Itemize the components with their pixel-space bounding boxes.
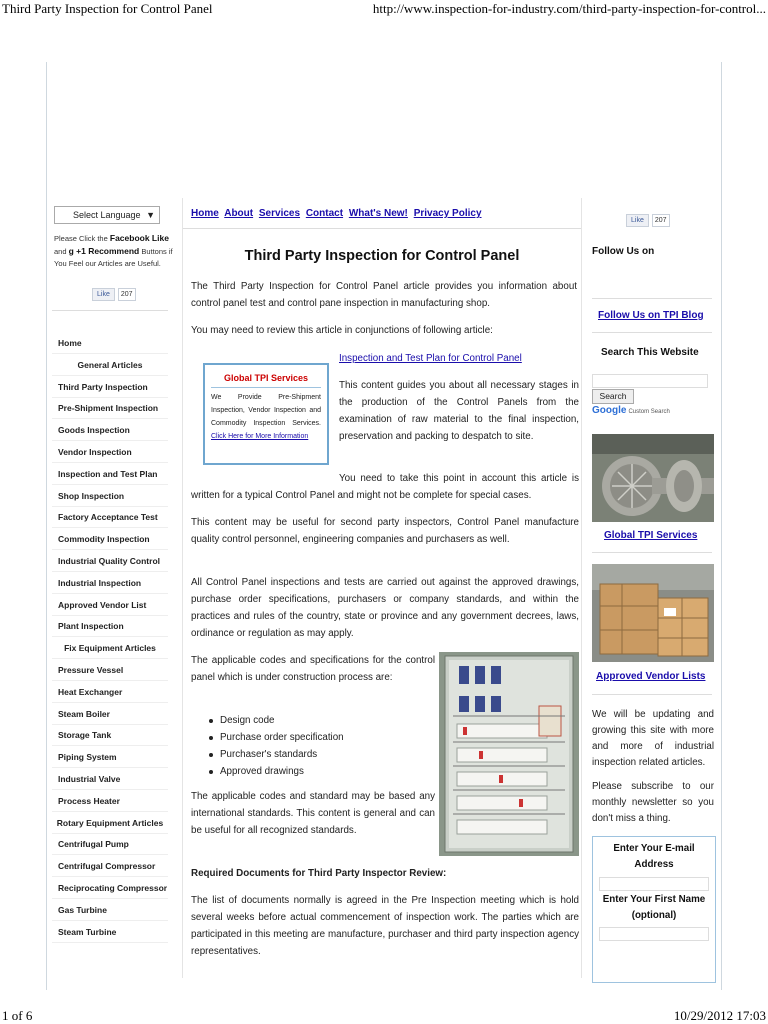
facebook-note	[54, 232, 174, 270]
divider	[52, 854, 168, 855]
search-input[interactable]	[592, 374, 708, 388]
sidebar-item-steam-boiler[interactable]: Steam Boiler	[58, 708, 110, 719]
standards-paragraph: The applicable codes and standard may be based any international standards. This content is general and can be useful for all recognized standards.	[191, 791, 435, 836]
divider	[592, 298, 712, 299]
print-footer-date: 10/29/2012 17:03	[673, 1008, 766, 1023]
nav-link-about[interactable]: About	[224, 208, 254, 219]
turbine-image	[592, 434, 714, 522]
divider	[52, 789, 168, 790]
nav-link-contact[interactable]: Contact	[305, 208, 344, 219]
sidebar-item-vendor-inspection[interactable]: Vendor Inspection	[58, 447, 132, 457]
fb-note-post: Buttons if You Feel our Articles are Useful.	[54, 247, 173, 268]
tests-paragraph: All Control Panel inspections and tests are carried out against the approved drawings, purchase order specifications, purchasers or company standards, and within the practices and rules of the country, state or province and any government decrees, laws, ordinance or regulation as may apply.	[191, 577, 579, 639]
divider	[592, 552, 712, 553]
divider	[52, 375, 168, 376]
divider	[52, 418, 168, 419]
left-sidebar	[52, 200, 173, 970]
point-paragraph: You need to take this point in account this article is written for a typical Control Panel and might not be complete for special cases.	[191, 473, 579, 501]
sidebar-item-heat-exchanger[interactable]: Heat Exchanger	[58, 686, 123, 697]
first-name-label: Enter Your First Name (optional)	[602, 894, 706, 921]
divider	[52, 811, 168, 812]
print-footer-page: 1 of 6	[2, 1008, 33, 1023]
page-title: Third Party Inspection for Control Panel	[244, 248, 520, 264]
sidebar-item-piping-system[interactable]: Piping System	[58, 752, 117, 763]
divider	[52, 745, 168, 746]
print-header	[0, 0, 768, 20]
divider	[52, 593, 168, 594]
sidebar-heading-rotary-equipment-articles: Rotary Equipment Articles	[56, 817, 164, 828]
fb-note-facebook: Facebook Like	[109, 233, 169, 243]
list-item	[209, 763, 344, 780]
sidebar-item-shop-inspection[interactable]: Shop Inspection	[58, 490, 125, 501]
newsletter-signup	[592, 836, 716, 983]
divider	[211, 387, 321, 388]
fb-note-plus: g +1 Recommend	[68, 246, 140, 256]
first-name-field[interactable]	[599, 927, 709, 941]
sidebar-item-third-party-inspection[interactable]: Third Party Inspection	[58, 381, 148, 392]
like-count: 207	[652, 214, 670, 227]
divider	[52, 397, 168, 398]
follow-blog-link[interactable]: Follow Us on TPI Blog	[598, 310, 704, 321]
facebook-like-button[interactable]: Like	[92, 288, 115, 301]
email-label: Enter Your E-mail Address	[613, 843, 695, 870]
itp-article-link[interactable]: Inspection and Test Plan for Control Panel	[339, 353, 522, 364]
language-select[interactable]	[54, 206, 160, 224]
print-header-url: http://www.inspection-for-industry.com/third-party-inspection-for-control...	[372, 1, 766, 16]
main-content	[182, 198, 582, 978]
approved-vendor-link[interactable]: Approved Vendor Lists	[596, 671, 706, 682]
sidebar-item-home[interactable]: Home	[58, 338, 82, 348]
print-header-title: Third Party Inspection for Control Panel	[2, 1, 213, 16]
divider	[52, 898, 168, 899]
useful-paragraph: This content may be useful for second party inspectors, Control Panel manufacture quality control personnel, engineering companies and purchasers as well.	[191, 517, 579, 545]
nav-link-whats-new[interactable]: What's New!	[348, 208, 408, 219]
divider	[592, 332, 712, 333]
nav-link-privacy[interactable]: Privacy Policy	[413, 208, 482, 219]
list-item	[209, 712, 344, 729]
divider	[52, 680, 168, 681]
print-footer	[0, 1006, 768, 1024]
sidebar-item-pre-shipment-inspection[interactable]: Pre-Shipment Inspection	[58, 403, 159, 414]
divider	[52, 876, 168, 877]
docs-paragraph: The list of documents normally is agreed in the Pre Inspection meeting which is hold several weeks before actual commencement of inspection work. The parties which are participated in this meeting are manufacture, purchaser and third party inspection agency representatives.	[191, 895, 579, 957]
sidebar-item-plant-inspection[interactable]: Plant Inspection	[58, 621, 124, 632]
crates-image	[592, 564, 714, 662]
top-nav	[191, 208, 485, 219]
like-count: 207	[118, 288, 136, 301]
codes-list	[209, 712, 344, 780]
tpi-box-description: We Provide Pre-Shipment Inspection, Vendor Inspection and Commodity Inspection Services.	[211, 394, 321, 427]
sidebar-item-process-heater[interactable]: Process Heater	[58, 795, 120, 806]
follow-heading: Follow Us on	[592, 246, 655, 257]
codes-paragraph: The applicable codes and specifications for the control panel which is under construction process are:	[191, 655, 435, 683]
sidebar-item-centrifugal-compressor[interactable]: Centrifugal Compressor	[58, 861, 156, 872]
sidebar-item-goods-inspection[interactable]: Goods Inspection	[58, 425, 130, 436]
sidebar-item-centrifugal-pump[interactable]: Centrifugal Pump	[58, 839, 129, 850]
language-select-label: Select Language	[73, 210, 141, 220]
tpi-services-box	[203, 363, 329, 465]
divider	[52, 702, 168, 703]
list-item-label: Purchase order specification	[220, 732, 344, 743]
facebook-like-button[interactable]: Like	[626, 214, 649, 227]
sidebar-item-industrial-valve[interactable]: Industrial Valve	[58, 774, 121, 784]
nav-link-home[interactable]: Home	[191, 208, 219, 219]
fb-note-pre: Please Click the	[54, 234, 108, 243]
divider	[52, 353, 168, 354]
divider	[52, 636, 168, 637]
divider	[592, 694, 712, 695]
right-like-widget	[626, 214, 670, 227]
control-panel-image	[439, 652, 579, 856]
divider	[52, 549, 168, 550]
google-text: Google	[592, 405, 627, 416]
list-item	[209, 729, 344, 746]
divider	[52, 484, 168, 485]
email-field[interactable]	[599, 877, 709, 891]
left-like-widget	[92, 288, 136, 301]
right-sidebar	[588, 200, 716, 990]
sidebar-item-storage-tank[interactable]: Storage Tank	[58, 730, 112, 741]
search-heading: Search This Website	[601, 347, 699, 358]
divider	[52, 527, 168, 528]
list-item	[209, 746, 344, 763]
divider	[52, 571, 168, 572]
divider	[52, 506, 168, 507]
sidebar-item-steam-turbine[interactable]: Steam Turbine	[58, 926, 117, 937]
sidebar-item-approved-vendor-list[interactable]: Approved Vendor List	[58, 599, 147, 610]
divider	[183, 228, 581, 229]
list-item-label: Approved drawings	[220, 766, 304, 777]
fb-note-and: and	[54, 247, 67, 256]
divider	[52, 615, 168, 616]
update-paragraph: We will be updating and growing this site with more and more of industrial inspection related articles.	[592, 709, 714, 768]
custom-search-label: Custom Search	[628, 409, 670, 415]
tpi-more-info-link[interactable]: Click Here for More Information	[211, 433, 309, 440]
intro-paragraph: The Third Party Inspection for Control Panel article provides you information about control panel test and control pane inspection in manufacturing shop.	[191, 281, 577, 309]
guide-paragraph: This content guides you about all necessary stages in the production of the Control Panels from the examination of raw material to the final inspection, preservation and packing to despatch to site.	[339, 380, 579, 442]
sidebar-heading-fix-equipment-articles: Fix Equipment Articles	[64, 643, 156, 654]
required-docs-heading: Required Documents for Third Party Inspector Review:	[191, 868, 447, 879]
sidebar-item-gas-turbine[interactable]: Gas Turbine	[58, 904, 107, 915]
sidebar-item-industrial-inspection[interactable]: Industrial Inspection	[58, 577, 142, 588]
divider	[52, 920, 168, 921]
sidebar-item-factory-acceptance-test[interactable]: Factory Acceptance Test	[58, 512, 158, 523]
sidebar-item-commodity-inspection[interactable]: Commodity Inspection	[58, 534, 150, 545]
nav-link-services[interactable]: Services	[258, 208, 301, 219]
tpi-box-text	[211, 391, 321, 443]
divider	[52, 440, 168, 441]
subscribe-paragraph: Please subscribe to our monthly newsletter so you don't miss a thing.	[592, 781, 714, 824]
list-item-label: Purchaser's standards	[220, 749, 318, 760]
sidebar-heading-general-articles: General Articles	[77, 359, 143, 370]
divider	[52, 767, 168, 768]
review-paragraph: You may need to review this article in conjunctions of following article:	[191, 325, 493, 336]
divider	[52, 310, 168, 311]
search-button[interactable]: Search	[592, 389, 634, 404]
google-logo	[592, 405, 670, 416]
divider	[52, 724, 168, 725]
sidebar-item-pressure-vessel[interactable]: Pressure Vessel	[58, 665, 124, 675]
divider	[52, 942, 168, 943]
sidebar-item-industrial-quality-control[interactable]: Industrial Quality Control	[58, 556, 161, 566]
tpi-box-title: Global TPI Services	[223, 373, 309, 383]
chevron-down-icon: ▼	[146, 210, 155, 220]
sidebar-item-reciprocating-compressor[interactable]: Reciprocating Compressor	[58, 883, 168, 893]
divider	[52, 462, 168, 463]
list-item-label: Design code	[220, 715, 275, 726]
divider	[52, 658, 168, 659]
global-tpi-link[interactable]: Global TPI Services	[604, 530, 698, 541]
sidebar-item-inspection-and-test-plan[interactable]: Inspection and Test Plan	[58, 468, 158, 479]
divider	[52, 833, 168, 834]
